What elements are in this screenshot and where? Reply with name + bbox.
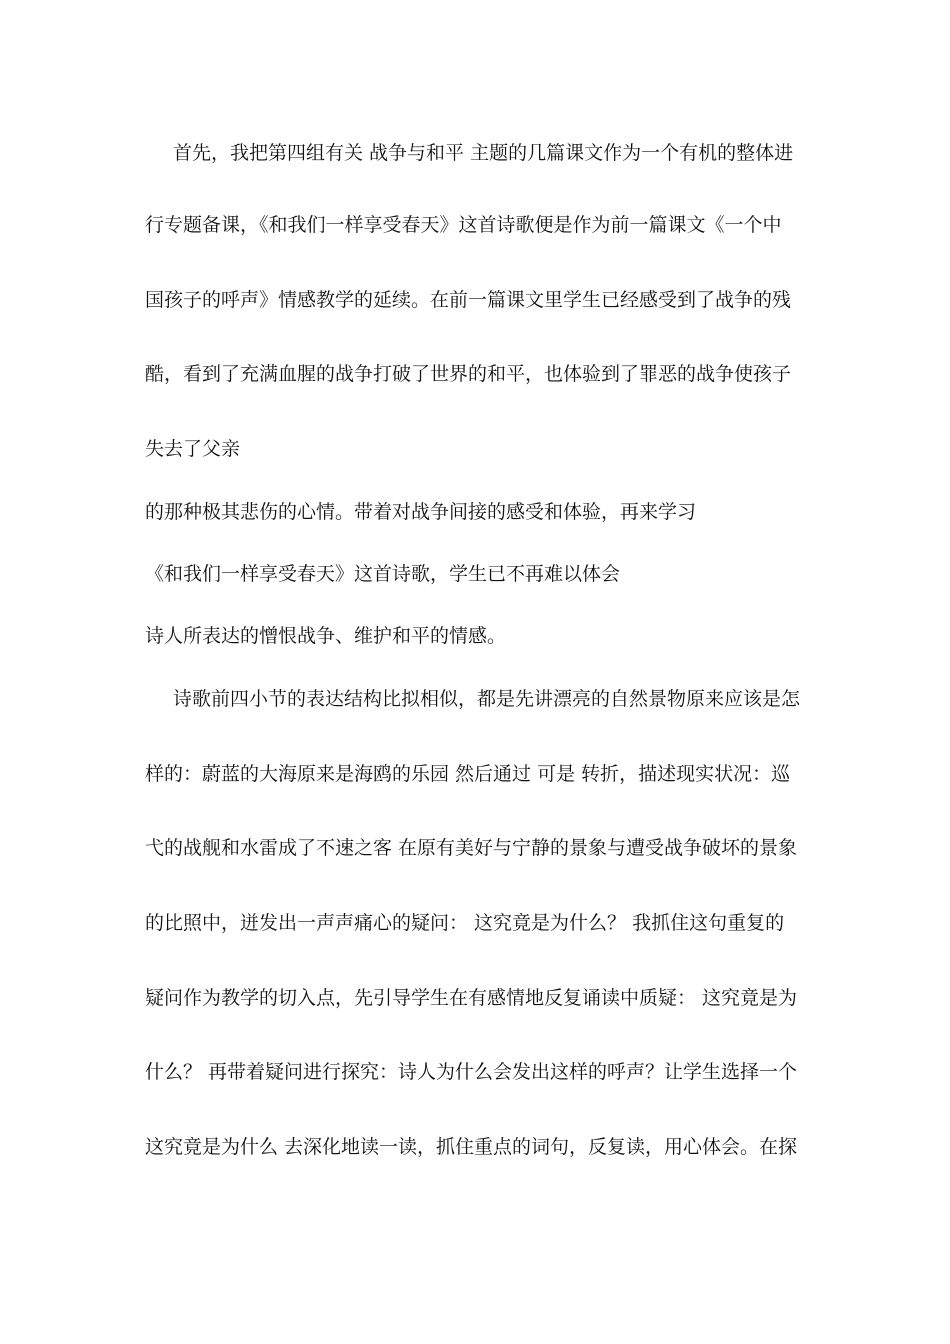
paragraph-2-line-1: 诗歌前四小节的表达结构比拟相似，都是先讲漂亮的自然景物原来应该是怎: [173, 688, 801, 710]
paragraph-2-line-4: 的比照中，迸发出一声声痛心的疑问： 这究竟是为什么？ 我抓住这句重复的: [145, 912, 785, 934]
paragraph-2-line-3: 弋的战舰和水雷成了不速之客 在原有美好与宁静的景象与遭受战争破坏的景象: [145, 837, 798, 859]
paragraph-1-line-5: 失去了父亲: [145, 438, 241, 460]
paragraph-2-line-2: 样的：蔚蓝的大海原来是海鸥的乐园 然后通过 可是 转折，描述现实状况：巡: [145, 763, 791, 785]
paragraph-2-line-7: 这究竟是为什么 去深化地读一读，抓住重点的词句，反复读，用心体会。在探: [145, 1136, 798, 1158]
paragraph-1-line-1: 首先，我把第四组有关 战争与和平 主题的几篇课文作为一个有机的整体进: [173, 142, 794, 164]
paragraph-1-line-3: 国孩子的呼声》情感教学的延续。在前一篇课文里学生已经感受到了战争的残: [145, 289, 792, 311]
paragraph-2-line-6: 什么？ 再带着疑问进行探究：诗人为什么会发出这样的呼声？让学生选择一个: [145, 1061, 798, 1083]
paragraph-1-line-2: 行专题备课，《和我们一样享受春天》这首诗歌便是作为前一篇课文《一个中: [145, 214, 782, 236]
paragraph-2-line-5: 疑问作为教学的切入点，先引导学生在有感情地反复诵读中质疑： 这究竟是为: [145, 987, 798, 1009]
paragraph-1-line-8: 诗人所表达的憎恨战争、维护和平的情感。: [145, 625, 507, 647]
paragraph-1-line-7: 《和我们一样享受春天》这首诗歌，学生已不再难以体会: [145, 563, 621, 585]
paragraph-1-line-6: 的那种极其悲伤的心情。带着对战争间接的感受和体验，再来学习: [145, 501, 697, 523]
paragraph-1-line-4: 酷，看到了充满血腥的战争打破了世界的和平，也体验到了罪恶的战争使孩子: [145, 363, 792, 385]
